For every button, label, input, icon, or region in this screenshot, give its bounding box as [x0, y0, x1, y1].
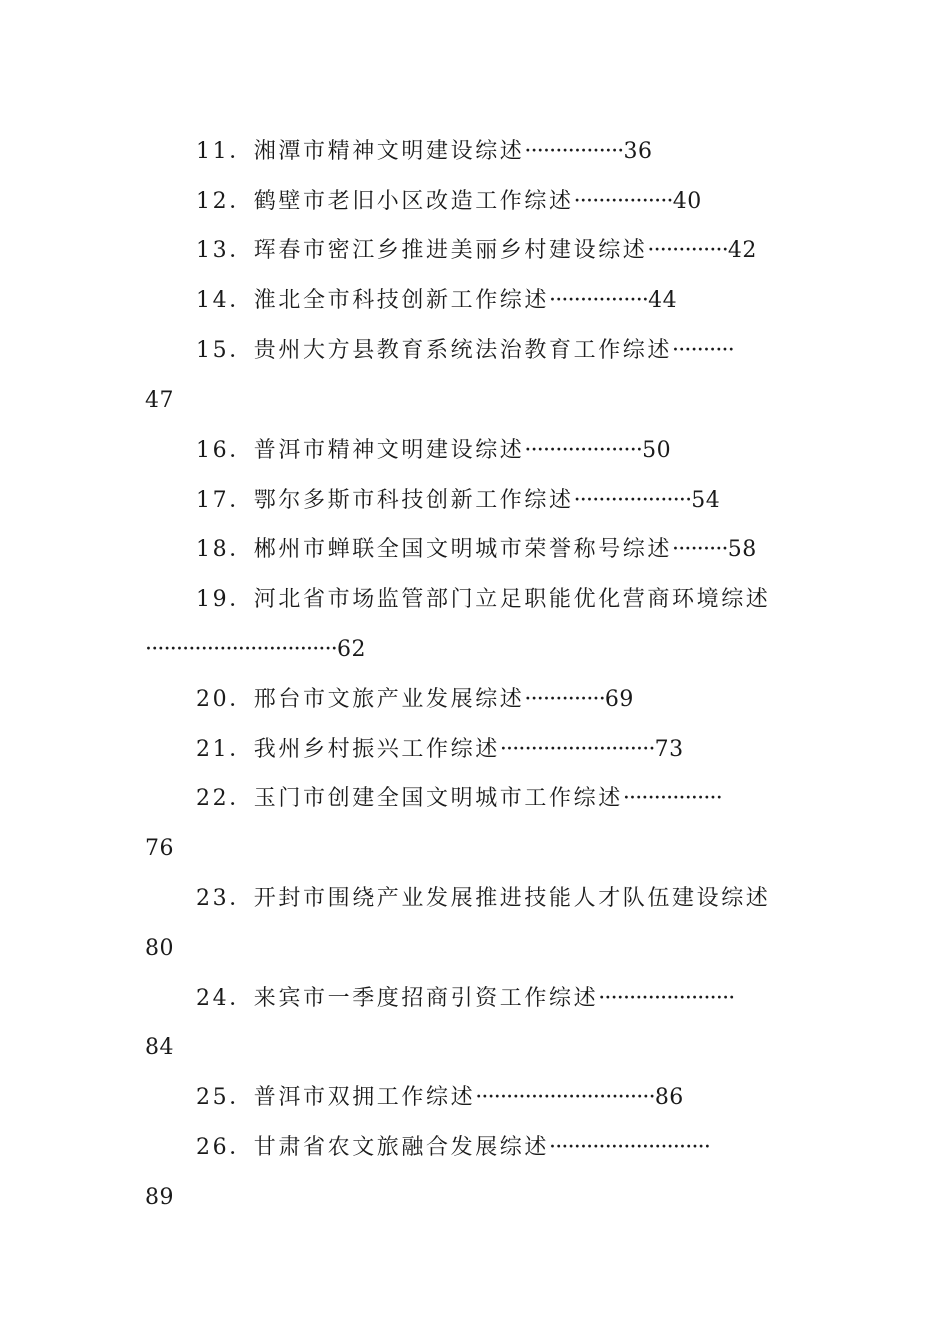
toc-entry[interactable] [196, 236, 757, 266]
entry-title: 我州乡村振兴工作综述 [253, 737, 500, 762]
page-number: 76 [145, 836, 174, 861]
entry-title: 普洱市精神文明建设综述 [253, 438, 525, 463]
leader-dots: ············· [524, 687, 605, 712]
leader-dots: ·········· [672, 338, 734, 363]
entry-number: 20． [196, 687, 254, 712]
entry-title: 淮北全市科技创新工作综述 [253, 288, 549, 313]
entry-title: 开封市围绕产业发展推进技能人才队伍建设综述 [253, 886, 771, 911]
entry-title: 鹤壁市老旧小区改造工作综述 [253, 189, 574, 214]
entry-number: 22． [196, 786, 254, 811]
toc-entry[interactable] [196, 336, 734, 366]
toc-entry[interactable] [196, 436, 671, 466]
leader-dots: ·························· [549, 1135, 711, 1160]
page-number: 69 [604, 687, 634, 712]
page-number: 89 [145, 1185, 174, 1210]
leader-dots: ················ [622, 786, 722, 811]
entry-number: 18． [196, 537, 254, 562]
page-number: 54 [691, 488, 721, 513]
leader-dots: ····························· [475, 1085, 655, 1110]
entry-number: 19． [196, 587, 254, 612]
entry-title: 鄂尔多斯市科技创新工作综述 [253, 488, 574, 513]
page-number: 40 [672, 189, 702, 214]
toc-entry-wrap[interactable] [145, 1033, 174, 1063]
leader-dots: ··················· [573, 488, 692, 513]
entry-number: 12． [196, 189, 254, 214]
entry-title: 甘肃省农文旅融合发展综述 [253, 1135, 549, 1160]
entry-number: 24． [196, 986, 254, 1011]
page-number: 36 [623, 139, 653, 164]
entry-number: 14． [196, 288, 254, 313]
page-number: 84 [145, 1035, 174, 1060]
entry-title: 玉门市创建全国文明城市工作综述 [253, 786, 623, 811]
toc-entry[interactable] [196, 984, 734, 1014]
toc-entry[interactable] [196, 784, 722, 814]
toc-entry[interactable] [196, 187, 702, 217]
page-number: 80 [145, 936, 174, 961]
entry-number: 11． [196, 139, 254, 164]
entry-title: 河北省市场监管部门立足职能优化营商环境综述 [253, 587, 771, 612]
toc-entry[interactable] [196, 535, 757, 565]
toc-entry[interactable] [196, 286, 677, 316]
page-number: 86 [654, 1085, 684, 1110]
toc-entry-wrap[interactable] [145, 834, 174, 864]
entry-title: 贵州大方县教育系统法治教育工作综述 [253, 338, 672, 363]
leader-dots: ······················ [598, 986, 735, 1011]
entry-title: 邢台市文旅产业发展综述 [253, 687, 525, 712]
toc-entry[interactable] [196, 486, 720, 516]
leader-dots: ······························· [145, 637, 337, 662]
toc-entry[interactable] [196, 585, 770, 615]
toc-entry[interactable] [196, 137, 653, 167]
toc-entry[interactable] [196, 1083, 684, 1113]
entry-title: 郴州市蝉联全国文明城市荣誉称号综述 [253, 537, 672, 562]
page-number: 58 [727, 537, 757, 562]
leader-dots: ························· [499, 737, 655, 762]
entry-number: 26． [196, 1135, 254, 1160]
leader-dots: ················ [549, 288, 649, 313]
entry-number: 25． [196, 1085, 254, 1110]
leader-dots: ················ [524, 139, 624, 164]
toc-entry[interactable] [196, 685, 634, 715]
page-number: 44 [648, 288, 678, 313]
toc-entry-wrap[interactable] [145, 386, 174, 416]
entry-title: 珲春市密江乡推进美丽乡村建设综述 [253, 238, 648, 263]
toc-entry[interactable] [196, 1133, 710, 1163]
entry-number: 15． [196, 338, 254, 363]
entry-title: 普洱市双拥工作综述 [253, 1085, 476, 1110]
page-number: 47 [145, 388, 174, 413]
toc-entry[interactable] [196, 735, 684, 765]
leader-dots: ··················· [524, 438, 643, 463]
entry-number: 13． [196, 238, 254, 263]
toc-entry-wrap[interactable] [145, 934, 174, 964]
toc-entry-wrap[interactable] [145, 635, 366, 665]
toc-entry-wrap[interactable] [145, 1183, 174, 1213]
entry-title: 来宾市一季度招商引资工作综述 [253, 986, 599, 1011]
page-number: 62 [337, 637, 366, 662]
page-number: 50 [642, 438, 672, 463]
leader-dots: ············· [647, 238, 728, 263]
entry-number: 21． [196, 737, 254, 762]
page-number: 73 [654, 737, 684, 762]
entry-number: 17． [196, 488, 254, 513]
entry-title: 湘潭市精神文明建设综述 [253, 139, 525, 164]
page-number: 42 [727, 238, 757, 263]
entry-number: 23． [196, 886, 254, 911]
leader-dots: ········· [672, 537, 728, 562]
leader-dots: ················ [573, 189, 673, 214]
toc-entry[interactable] [196, 884, 770, 914]
entry-number: 16． [196, 438, 254, 463]
